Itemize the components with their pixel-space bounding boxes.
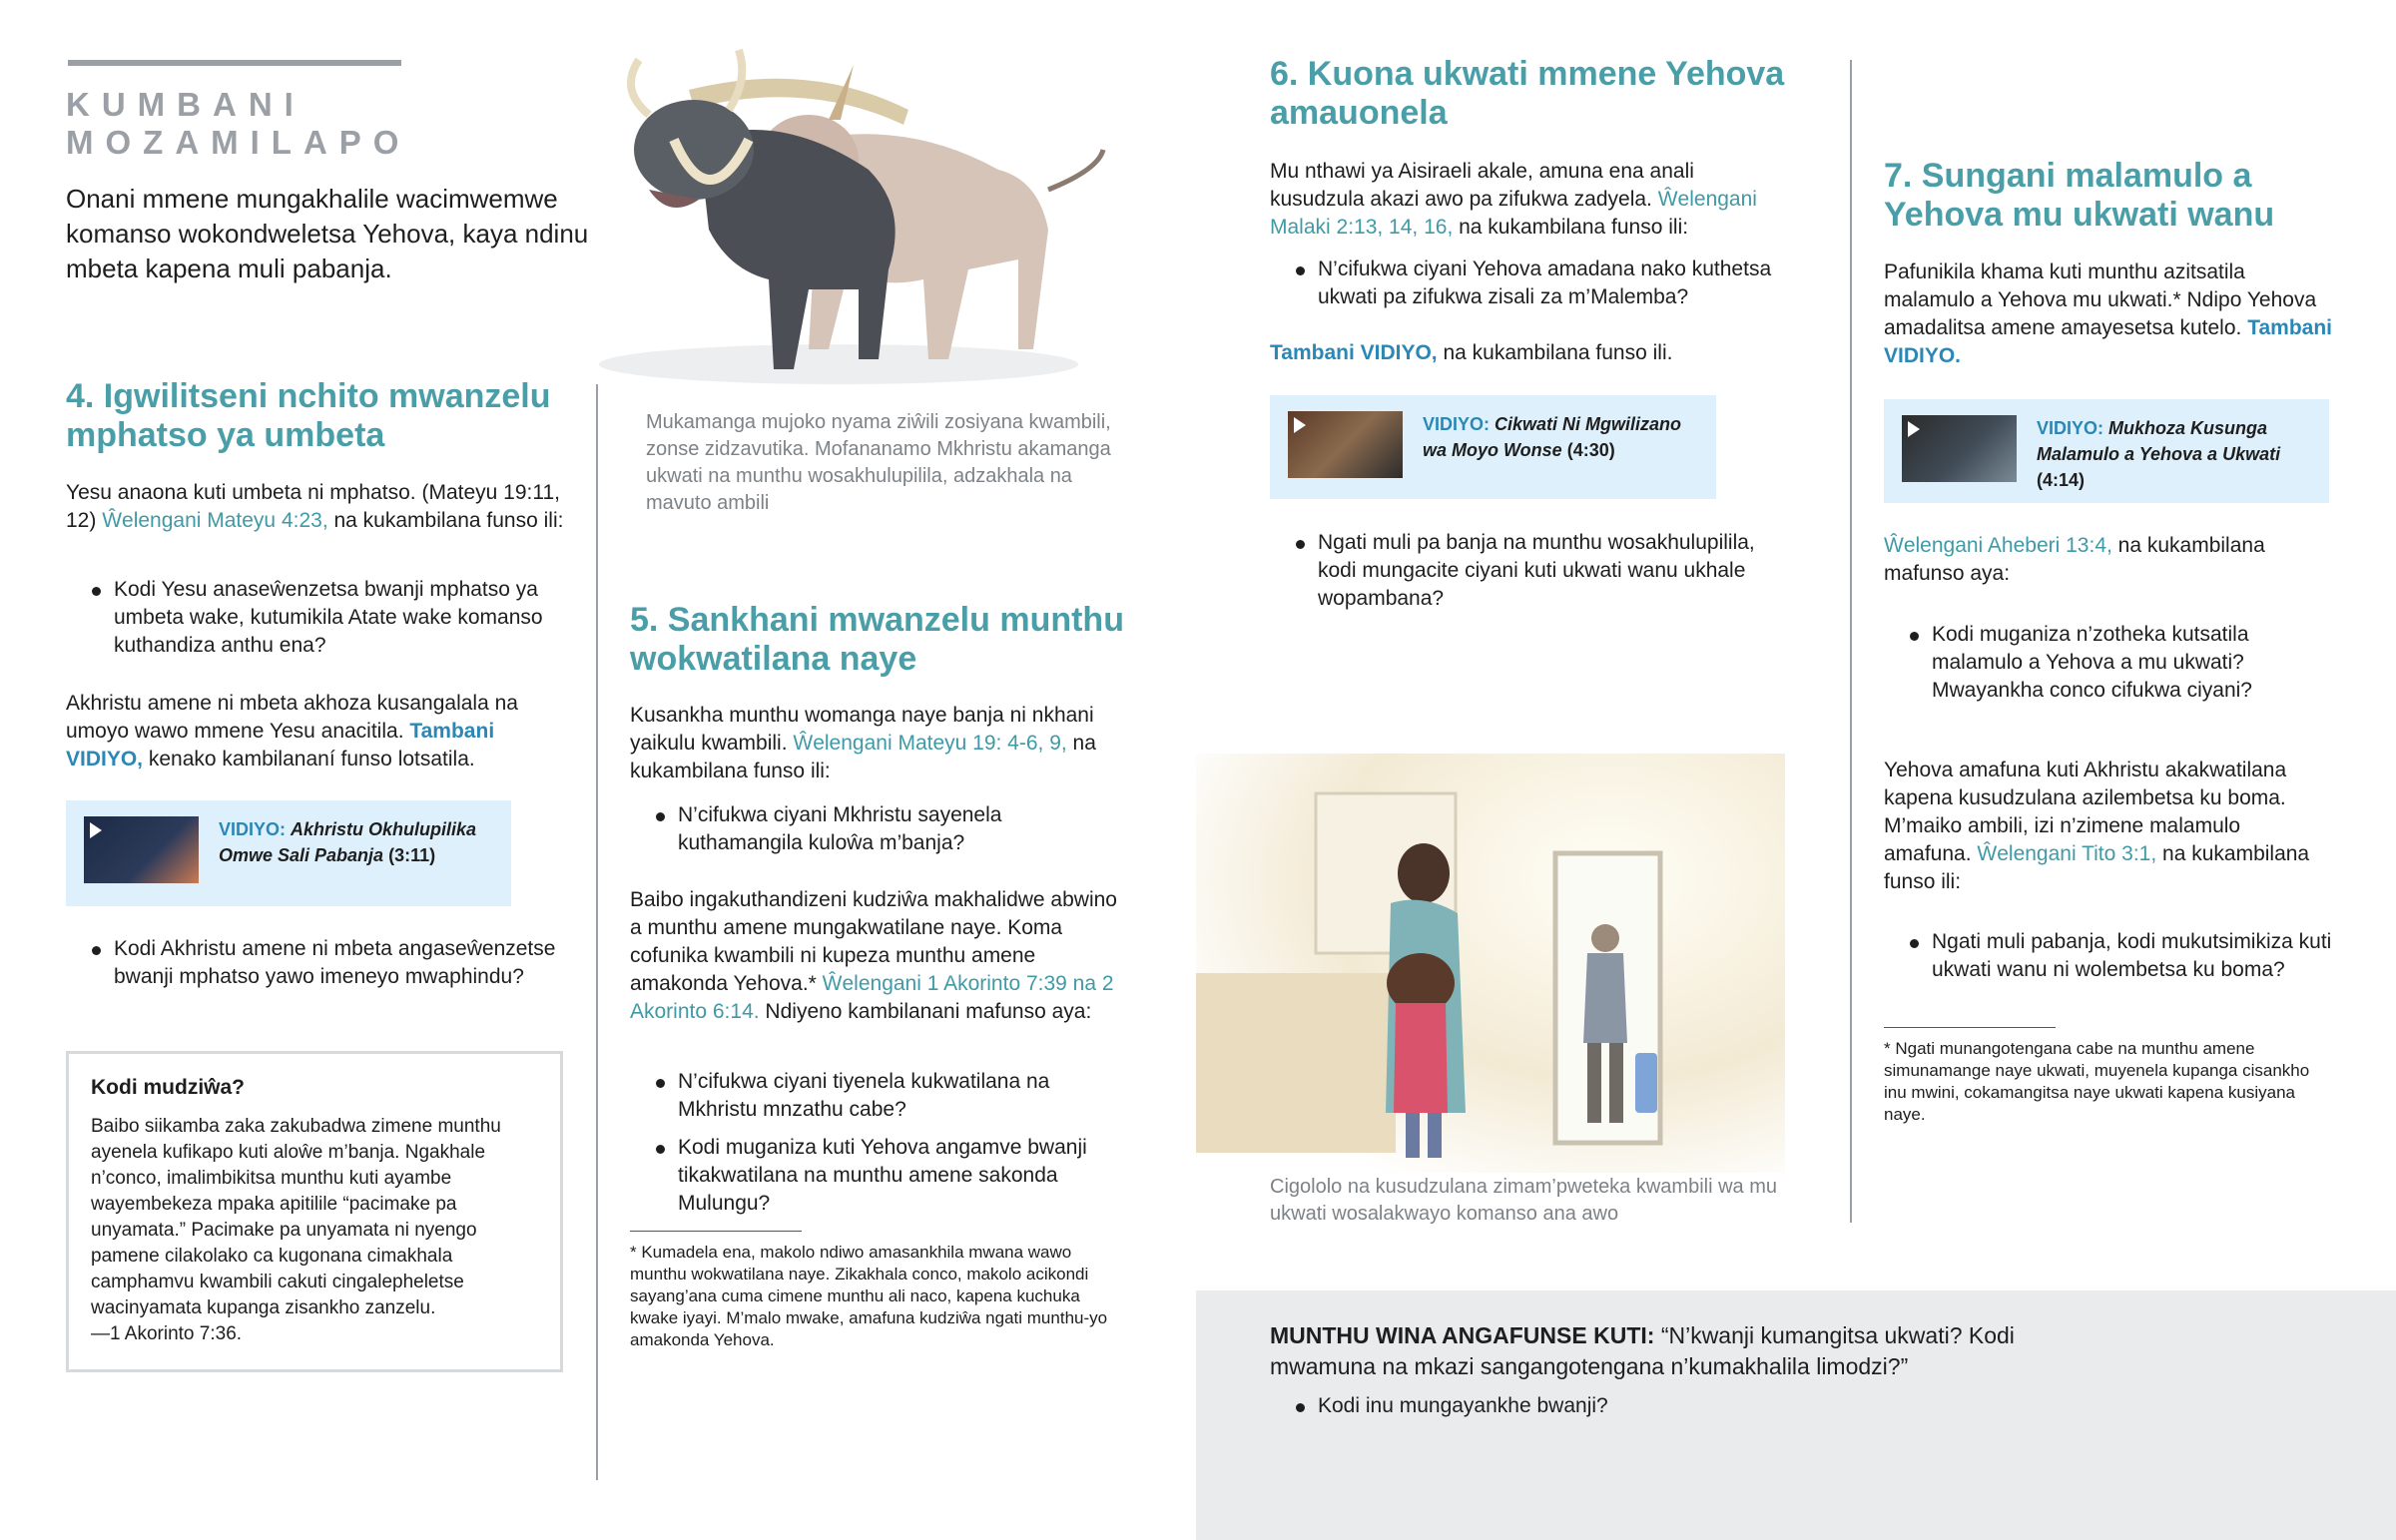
section-6-p1-text-end: na kukambilana funso ili:: [1453, 216, 1689, 239]
section-4-paragraph-2: [66, 690, 565, 773]
section-6-p1-scripture-link[interactable]: Ŵelengani Malaki 2:13, 14, 16,: [1270, 188, 1757, 239]
section-7-heading: 7. Sungani malamulo a Yehova mu ukwati wanu: [1884, 157, 2275, 234]
section-4-question-1: Kodi Yesu anaseŵenzetsa bwanji mphatso ya umbeta wake, kutumikila Atate wake komanso kuthandiza anthu ena?: [66, 576, 565, 660]
did-you-know-title: Kodi mudziŵa?: [91, 1076, 245, 1099]
section-5-p2-text: Baibo ingakuthandizeni kudziŵa makhalidwe abwino a munthu amene mungakwatilane naye. Koma cofunika kwambili ni kupeza munthu amene amakonda Yehova.*: [630, 888, 1117, 995]
section-4-video-card[interactable]: [66, 800, 511, 906]
did-you-know-text: Baibo siikamba zaka zakubadwa zimene munthu ayenela kufikapo kuti aloŵe m’banja. Ngakhale n’conco, imalimbikitsa munthu kuti ayambe wayembekeza mpaka apitilile “pacimake pa unyamata.” Pacimake pa unyamata ni nyengo pamene cilakolako ca kugonana cimakhala camphamvu kwambili cakuti cingalepheletse wacinyamata kupanga zisankho zanzelu.: [91, 1116, 501, 1318]
section-7-video-link[interactable]: Tambani VIDIYO.: [1884, 316, 2332, 367]
objection-label: MUNTHU WINA ANGAFUNSE KUTI:: [1270, 1322, 1655, 1348]
oxen-caption: Mukamanga mujoko nyama ziŵili zosiyana kwambili, zonse zidzavutika. Mofananamo Mkhristu akamanga ukwati na munthu wosakhulupilila, adzakhala na mavuto ambili: [646, 411, 1111, 514]
video-label: VIDIYO:: [2037, 418, 2104, 438]
video-thumbnail[interactable]: [84, 816, 199, 883]
did-you-know-reference: —1 Akorinto 7:36.: [91, 1323, 243, 1344]
section-4-question-2: Kodi Akhristu amene ni mbeta angaseŵenzetse bwanji mphatso yawo imeneyo mwaphindu?: [66, 935, 565, 991]
section-6-video-card[interactable]: [1270, 395, 1716, 499]
section-4-p2-text-end: kenako kambilananí funso lotsatila.: [143, 748, 475, 770]
section-5-question-1: N’cifukwa ciyani Mkhristu sayenela kuthamangila kuloŵa m’banja?: [630, 801, 1129, 857]
section-6-p2-text-end: na kukambilana funso ili.: [1437, 341, 1673, 364]
oxen-illustration: [579, 20, 1118, 389]
page-title-line1: KUMBANI: [66, 86, 305, 123]
section-6-heading: 6. Kuona ukwati mmene Yehova amauonela: [1270, 55, 1785, 132]
section-7-p1-text: Pafunikila khama kuti munthu azitsatila malamulo a Yehova mu ukwati.* Ndipo Yehova amadalitsa amene amayesetsa kutelo.: [1884, 260, 2317, 339]
video-title: Akhristu Okhulupilika Omwe Sali Pabanja: [219, 819, 477, 865]
video-label: VIDIYO:: [219, 819, 287, 839]
section-7-footnote: * Ngati munangotengana cabe na munthu amene simunamange naye ukwati, muyenela kupanga cisankho inu mwini, cokamangitsa naye ukwati kapena kusiyana naye.: [1884, 1039, 2310, 1124]
section-5-p2-scripture-link[interactable]: Ŵelengani 1 Akorinto 7:39 na 2 Akorinto 6:14.: [630, 972, 1114, 1023]
header-rule: [68, 60, 401, 66]
section-4-p1-text-end: na kukambilana funso ili:: [327, 509, 564, 532]
section-6-video-link[interactable]: Tambani VIDIYO,: [1270, 341, 1438, 364]
video-duration: (4:30): [1566, 440, 1615, 460]
section-5-bullets-1: [630, 801, 1129, 867]
objection-text: [1270, 1320, 2029, 1382]
column-divider-left: [596, 384, 598, 1480]
video-title: Mukhoza Kusunga Malamulo a Yehova a Ukwati: [2037, 418, 2281, 464]
section-6-illustration-caption: Cigololo na kusudzulana zimam’pweteka kwambili wa mu ukwati wosalakwayo komanso ana awo: [1270, 1176, 1778, 1225]
play-icon: [90, 822, 102, 838]
section-6-p1-text: Mu nthawi ya Aisiraeli akale, amuna ena anali kusudzula akazi awo pa zifukwa zadyela.: [1270, 160, 1694, 211]
objection-question: Kodi inu mungayankhe bwanji?: [1270, 1392, 2029, 1420]
section-7-p2-scripture-link[interactable]: Ŵelengani Aheberi 13:4,: [1884, 534, 2112, 557]
section-7-p3-text: Yehova amafuna kuti Akhristu akakwatilana kapena kusudzulana azilembetsa ku boma. M’maiko ambili, izi n’zimene malamulo amafuna.: [1884, 759, 2287, 865]
section-4-video-text: [219, 816, 493, 868]
page-title: [66, 86, 410, 162]
section-6-paragraph-1: [1270, 158, 1779, 242]
video-title: Cikwati Ni Mgwilizano wa Moyo Wonse: [1423, 414, 1682, 460]
section-5-paragraph-1: [630, 702, 1129, 785]
did-you-know-box: [66, 1051, 563, 1372]
section-5-bullets-2: [630, 1068, 1129, 1228]
video-duration: (3:11): [388, 845, 436, 865]
objection-panel: [1196, 1290, 2396, 1540]
section-4-p1-scripture-link[interactable]: Ŵelengani Mateyu 4:23,: [102, 509, 328, 532]
section-5-p1-text: Kusankha munthu womanga naye banja ni nkhani yaikulu kwambili.: [630, 704, 1094, 755]
section-6-bullets-1: [1270, 256, 1779, 321]
section-5-p1-text-end: na kukambilana funso ili:: [630, 732, 1096, 782]
section-4-bullets-2: [66, 935, 565, 1001]
section-5-heading: 5. Sankhani mwanzelu munthu wokwatilana naye: [630, 601, 1124, 678]
section-6-bullets-2: [1270, 529, 1779, 623]
section-5-footnote: * Kumadela ena, makolo ndiwo amasankhila mwana wawo munthu wokwatilana naye. Zikakhala conco, makolo acikondi sayang’ana cuma cimene munthu ali naco, kapena kuchuka kwake iyayi. M’malo mwake, amafuna kudziŵa ngati munthu-yo amakonda Yehova.: [630, 1243, 1108, 1349]
section-6-question-2: Ngati muli pa banja na munthu wosakhulupilila, kodi mungacite ciyani kuti ukwati wanu ukhale wopambana?: [1270, 529, 1779, 613]
column-divider-right: [1850, 60, 1852, 1223]
section-7-bullets-2: [1884, 928, 2333, 994]
section-7-question-1: Kodi muganiza n’zotheka kutsatila malamulo a Yehova a mu ukwati? Mwayankha conco cifukwa ciyani?: [1884, 621, 2333, 705]
section-7-paragraph-3: [1884, 757, 2333, 896]
section-6-video-text: [1423, 411, 1698, 463]
section-4-video-link[interactable]: Tambani VIDIYO,: [66, 720, 495, 770]
section-5-question-3: Kodi muganiza kuti Yehova angamve bwanji tikakwatilana na munthu amene sakonda Mulungu?: [630, 1134, 1129, 1218]
section-4-bullets-1: [66, 576, 565, 670]
section-7-question-2: Ngati muli pabanja, kodi mukutsimikiza kuti ukwati wanu ni wolembetsa ku boma?: [1884, 928, 2333, 984]
section-7-p3-text-end: na kukambilana funso ili:: [1884, 842, 2310, 893]
section-5-question-2: N’cifukwa ciyani tiyenela kukwatilana na Mkhristu mnzathu cabe?: [630, 1068, 1129, 1124]
section-5-p2-text-end: Ndiyeno kambilanani mafunso aya:: [759, 1000, 1092, 1023]
section-7-video-card[interactable]: [1884, 399, 2329, 503]
section-7-paragraph-1: [1884, 258, 2333, 370]
section-5-p1-scripture-link[interactable]: Ŵelengani Mateyu 19: 4-6, 9,: [793, 732, 1067, 755]
play-icon: [1908, 421, 1920, 437]
objection-quote: “N’kwanji kumangitsa ukwati? Kodi mwamuna na mkazi sangangotengana n’kumakhalila limodzi?”: [1270, 1322, 2015, 1379]
objection-bullets: [1270, 1392, 2029, 1430]
section-4-paragraph-1: [66, 479, 565, 535]
section-7-bullets-1: [1884, 621, 2333, 715]
video-thumbnail[interactable]: [1288, 411, 1403, 478]
section-6-question-1: N’cifukwa ciyani Yehova amadana nako kuthetsa ukwati pa zifukwa zisali za m’Malemba?: [1270, 256, 1779, 311]
play-icon: [1294, 417, 1306, 433]
intro-text: Onani mmene mungakhalile wacimwemwe komanso wokondweletsa Yehova, kaya ndinu mbeta kapena muli pabanja.: [66, 184, 589, 283]
video-duration: (4:14): [2037, 470, 2086, 490]
video-thumbnail[interactable]: [1902, 415, 2017, 482]
section-7-footnote-rule: [1884, 1027, 2056, 1028]
video-label: VIDIYO:: [1423, 414, 1491, 434]
section-7-paragraph-2: [1884, 532, 2333, 588]
family-doorway-illustration: [1196, 754, 1785, 1173]
section-7-video-text: [2037, 415, 2311, 493]
section-7-p2-text-end: na kukambilana mafunso aya:: [1884, 534, 2265, 585]
section-6-paragraph-2: [1270, 339, 1779, 367]
section-5-paragraph-2: [630, 886, 1129, 1026]
section-4-heading: 4. Igwilitseni nchito mwanzelu mphatso ya umbeta: [66, 377, 551, 454]
section-4-p2-text: Akhristu amene ni mbeta akhoza kusangalala na umoyo wawo mmene Yesu anacitila.: [66, 692, 518, 743]
section-4-p1-text: Yesu anaona kuti umbeta ni mphatso. (Mateyu 19:11, 12): [66, 481, 560, 532]
section-7-p3-scripture-link[interactable]: Ŵelengani Tito 3:1,: [1977, 842, 2157, 865]
section-5-footnote-rule: [630, 1231, 802, 1232]
page-title-line2: MOZAMILAPO: [66, 124, 411, 161]
